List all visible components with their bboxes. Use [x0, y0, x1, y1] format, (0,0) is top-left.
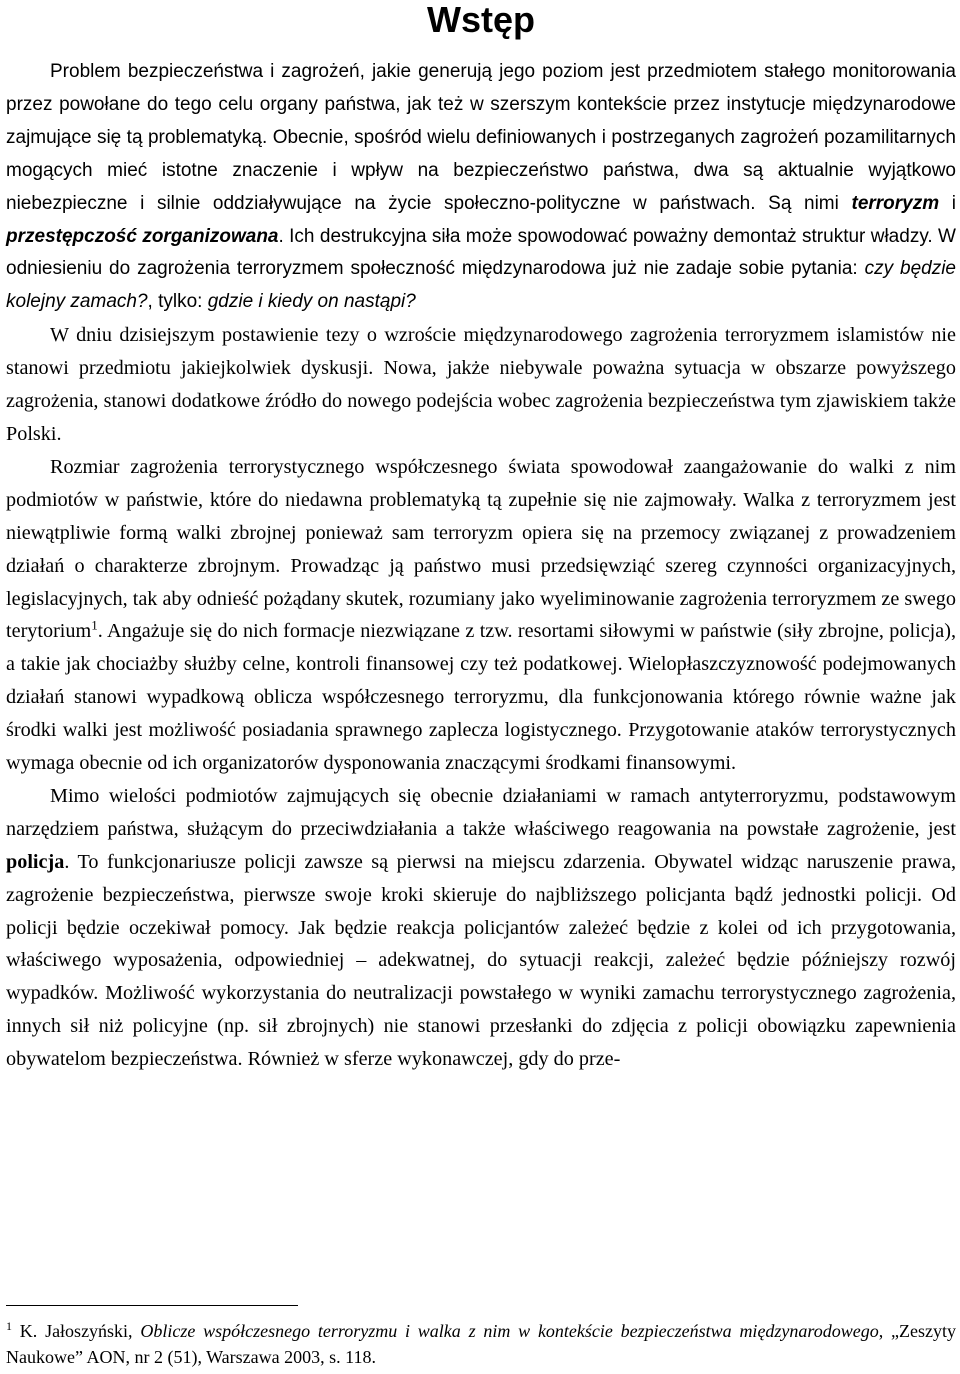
paragraph-1-text-mid: , tylko:	[147, 291, 208, 313]
page-title: Wstęp	[427, 0, 535, 40]
footnote-author: K. Jałoszyński,	[12, 1321, 141, 1341]
paragraph-1	[6, 56, 956, 319]
paragraph-3-text: Rozmiar zagrożenia terrorystycznego współczesnego świata spowodował zaangażowanie do walki z nim podmiotów w państwie, które do niedawna problematyką tą zupełnie się nie zajmowały. Walka z terroryzmem jest niewątpliwie formą walki zbrojnej ponieważ sam terroryzm opiera się na przemocy związanej z prowadzeniem działań o charakterze zbrojnym. Prowadząc ją państwo musi przedsięwziąć szereg czynności organizacyjnych, legislacyjnych, tak aby odnieść pożądany skutek, rozumiany jako wyeliminowanie zagrożenia terroryzmem ze swego terytorium	[6, 455, 956, 643]
paragraph-4	[6, 780, 956, 1076]
paragraph-1-text-cont: . Ich destrukcyjna siła może spowodować poważny demontaż struktur władzy. W odniesieniu do zagrożenia terroryzmem społeczność międzynarodowa już nie zadaje sobie pytania:	[6, 225, 956, 280]
footnote-work-title: Oblicze współczesnego terroryzmu i walka z nim w kontekście bezpieczeństwa międzynarodowego	[140, 1321, 879, 1341]
paragraph-2: W dniu dzisiejszym postawienie tezy o wzroście międzynarodowego zagrożenia terroryzmem islamistów nie stanowi przedmiotu jakiejkolwiek dyskusji. Nowa, jakże niebywale poważna sytuacja w obszarze powyższego zagrożenia, stanowi dodatkowe źródło do nowego podejścia wobec zagrożenia bezpieczeństwa tym zjawiskiem także Polski.	[6, 324, 956, 445]
footnote-divider	[6, 1305, 298, 1306]
question-2: gdzie i kiedy on nastąpi?	[207, 291, 416, 313]
document-page	[6, 0, 956, 1374]
paragraph-1-text: Problem bezpieczeństwa i zagrożeń, jakie generują jego poziom jest przedmiotem stałego monitorowania przez powołane do tego celu organy państwa, jak też w szerszym kontekście przez instytucje międzynarodowe zajmujące się tą problematyką. Obecnie, spośród wielu definiowanych i postrzeganych zagrożeń pozamilitarnych mogących mieć istotne znaczenie i wpływ na bezpieczeństwo państwa, dwa są aktualnie wyjątkowo niebezpieczne i silnie oddziaływujące na życie społeczno-polityczne w państwach. Są nimi	[6, 61, 956, 214]
body-text	[6, 56, 956, 1076]
paragraph-3	[6, 451, 956, 780]
footnote-source: , „Zeszyty Naukowe” AON, nr 2 (51), Warszawa 2003, s. 118.	[6, 1321, 957, 1367]
question-1: czy będzie kolejny zamach?	[6, 258, 956, 313]
footnote-reference[interactable]: 1	[91, 617, 98, 633]
paragraph-3-text-cont: . Angażuje się do nich formacje niezwiązane z tzw. resortami siłowymi w państwie (siły zbrojne, policja), a takie jak chociażby służby celne, kontroli finansowej czy też podatkowej. Wielopłaszczyznowość podejmowanych działań stanowi wypadkową oblicza współczesnego terroryzmu, dla funkcjonowania którego równie ważne jak środki walki jest możliwość posiadania sprawnego zaplecza logistycznego. Przygotowanie ataków terrorystycznych wymaga obecnie od ich organizatorów dysponowania znaczącymi środkami finansowymi.	[6, 620, 956, 775]
conjunction: i	[939, 192, 957, 214]
paragraph-4-text-cont: . To funkcjonariusze policji zawsze są pierwsi na miejscu zdarzenia. Obywatel widząc naruszenie prawa, zagrożenie bezpieczeństwa, pierwsze swoje kroki skieruje do najbliższego policjanta bądź jednostki policji. Od policji będzie oczekiwał pomocy. Jak będzie reakcja policjantów zależeć będzie z kolei od ich przygotowania, właściwego wyposażenia, odpowiedniej – adekwatnej, do sytuacji reakcji, zależeć będzie późniejszy rozwój wypadków. Możliwość wykorzystania do neutralizacji powstałego w wyniki zamachu terrorystycznego zagrożenia, innych sił niż policyjne (np. sił zbrojnych) nie stanowi przesłanki do zdjęcia z policji obowiązku zapewnienia obywatelom bezpieczeństwa. Również w sferze wykonawczej, gdy do prze-	[6, 850, 956, 1071]
term-organized-crime: przestępczość zorganizowana	[6, 225, 279, 247]
paragraph-4-text: Mimo wielości podmiotów zajmujących się obecnie działaniami w ramach antyterroryzmu, podstawowym narzędziem państwa, służącym do przeciwdziałania a także właściwego reagowania na powstałe zagrożenie, jest	[6, 784, 956, 840]
footnote	[6, 1318, 956, 1370]
term-police: policja	[6, 850, 65, 873]
footnote-number: 1	[6, 1319, 12, 1333]
term-terrorism: terroryzm	[851, 192, 940, 214]
